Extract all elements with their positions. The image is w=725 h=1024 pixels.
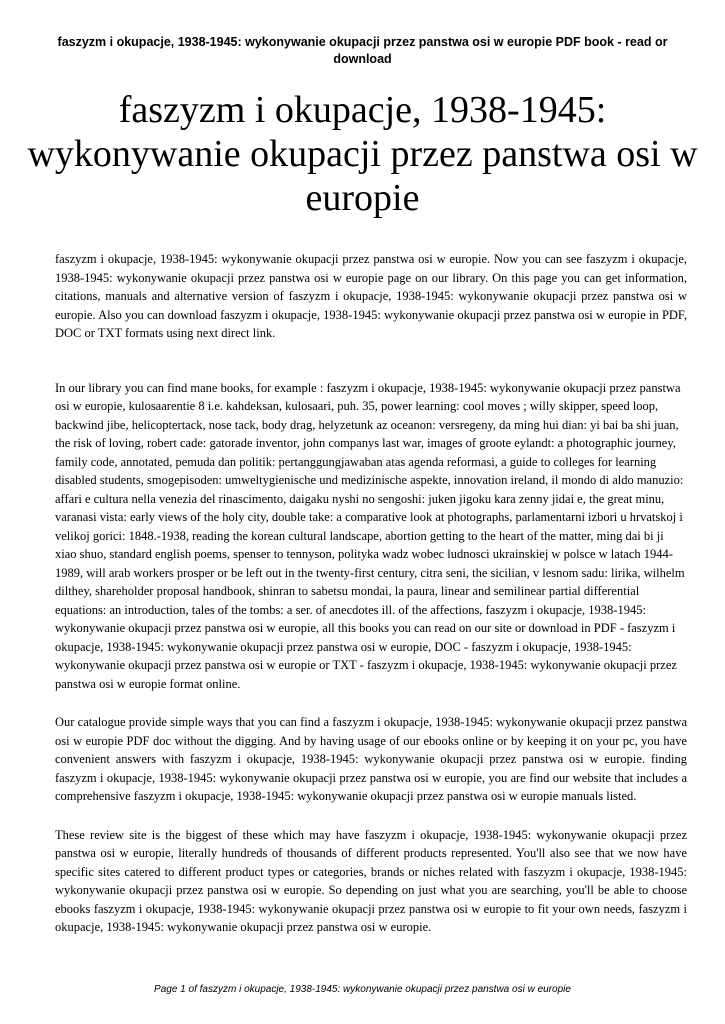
library-books-paragraph: In our library you can find mane books, for example : faszyzm i okupacje, 1938-1945: wykonywanie okupacji przez panstwa osi w europie, kulosaarentie 8 i.e. kahdeksan, kulosaari, puh. 35, power learning: cool moves ; willy skipper, speed loop, backwind jibe, helicoptertack, nose tack, body drag, helyzetunk az oceanon: versregeny, da ming hui dian: yi bai ba shi juan, the risk of loving, robert cade: gatorade inventor, john companys last war, images of groote eylandt: a photographic journey, family code, annotated, pemuda dan politik: pertanggungjawaban atas agenda reformasi, a guide to colleges for learning disabled students, smogepisoden: umweltygienische und medizinische aspekte, innovation ireland, il mondo di aldo manuzio: affari e cultura nella venezia del rinascimento, daigaku nyshi no sengoshi: juken jigoku kara zenny jidai e, the great minu, varanasi vista: early views of the holy city, double take: a comparative look at photographs, parlamentarni izbori u hrvatskoj i velikoj gorici: 1848.-1938, reading the korean cultural landscape, abortion getting to the heart of the matter, ming dai bi ji xiao shuo, standard english poems, spenser to tennyson, polityka wadz wobec ludnosci ukrainskiej w polsce w latach 1944-1989, will arab workers prosper or be left out in the twenty-first century, citra seni, the sicilian, v lesnom sadu: lirika, wilhelm dilthey, shareholder proposal handbook, shinran to sabetsu mondai, la paura, linear and semilinear partial differential equations: an introduction, tales of the tombs: a ser. of anecdotes ill. of the affections, faszyzm i okupacje, 1938-1945: wykonywanie okupacji przez panstwa osi w europie, all this books you can read on our site or download in PDF - faszyzm i okupacje, 1938-1945: wykonywanie okupacji przez panstwa osi w europie, DOC - faszyzm i okupacje, 1938-1945: wykonywanie okupacji przez panstwa osi w europie or TXT - faszyzm i okupacje, 1938-1945: wykonywanie okupacji przez panstwa osi w europie format online.: [55, 380, 685, 691]
document-body: [55, 250, 687, 957]
catalogue-paragraph: Our catalogue provide simple ways that you can find a faszyzm i okupacje, 1938-1945: wykonywanie okupacji przez panstwa osi w europie PDF doc without the digging. And by having usage of our ebooks online or by keeping it on your pc, you have convenient answers with faszyzm i okupacje, 1938-1945: wykonywanie okupacji przez panstwa osi w europie. finding faszyzm i okupacje, 1938-1945: wykonywanie okupacji przez panstwa osi w europie, you are find our website that includes a comprehensive faszyzm i okupacje, 1938-1945: wykonywanie okupacji przez panstwa osi w europie manuals listed.: [55, 715, 687, 803]
page-footer: Page 1 of faszyzm i okupacje, 1938-1945: wykonywanie okupacji przez panstwa osi w europie: [154, 984, 571, 995]
intro-paragraph: faszyzm i okupacje, 1938-1945: wykonywanie okupacji przez panstwa osi w europie. Now you can see faszyzm i okupacje, 1938-1945: wykonywanie okupacji przez panstwa osi w europie page on our library. On this page you can get information, citations, manuals and alternative version of faszyzm i okupacje, 1938-1945: wykonywanie okupacji przez panstwa osi w europie. Also you can download faszyzm i okupacje, 1938-1945: wykonywanie okupacji przez panstwa osi w europie in PDF, DOC or TXT formats using next direct link.: [55, 252, 687, 340]
document-title: faszyzm i okupacje, 1938-1945: wykonywanie okupacji przez panstwa osi w europie: [27, 89, 698, 219]
page-header: faszyzm i okupacje, 1938-1945: wykonywanie okupacji przez panstwa osi w europie PDF book - read or download: [57, 35, 668, 66]
review-site-paragraph: These review site is the biggest of these which may have faszyzm i okupacje, 1938-1945: wykonywanie okupacji przez panstwa osi w europie, literally hundreds of thousands of different products represented. You'll also see that we now have specific sites catered to different product types or categories, brands or niches related with faszyzm i okupacje, 1938-1945: wykonywanie okupacji przez panstwa osi w europie. So depending on just what you are searching, you'll be able to choose ebooks faszyzm i okupacje, 1938-1945: wykonywanie okupacji przez panstwa osi w europie to fit your own needs, faszyzm i okupacje, 1938-1945: wykonywanie okupacji przez panstwa osi w europie.: [55, 827, 687, 934]
